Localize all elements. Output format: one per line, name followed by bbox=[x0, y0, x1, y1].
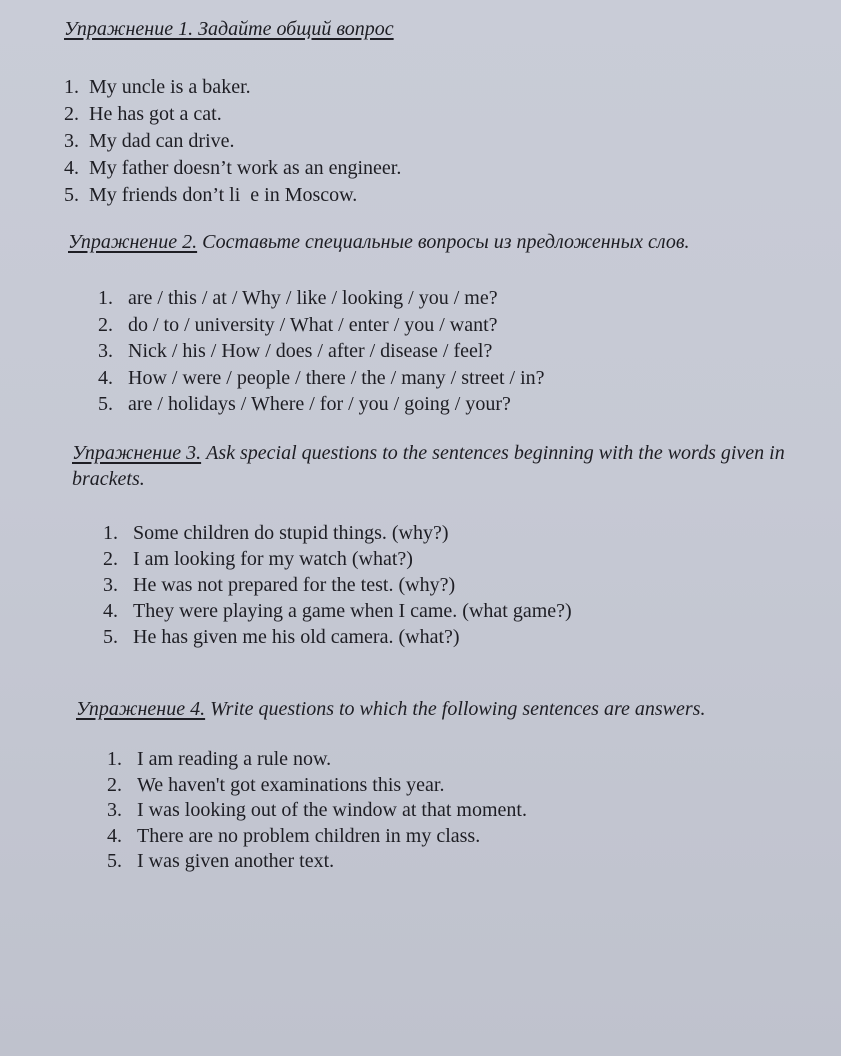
list-item bbox=[103, 598, 817, 624]
item-text: He has given me his old camera. (what?) bbox=[133, 626, 460, 648]
item-text: There are no problem children in my class. bbox=[137, 824, 481, 847]
exercise-3-title: Упражнение 3. bbox=[72, 442, 202, 464]
item-text: We haven't got examinations this year. bbox=[137, 773, 445, 796]
list-item bbox=[98, 312, 690, 339]
exercise-2-task: Составьте специальные вопросы из предложенных слов. bbox=[197, 231, 690, 253]
item-text: I am looking for my watch (what?) bbox=[133, 548, 413, 570]
exercise-3-task: Ask special questions to the sentences beginning with the words given in brackets. bbox=[72, 442, 785, 490]
exercise-1-list bbox=[64, 74, 401, 209]
exercise-3 bbox=[72, 440, 817, 650]
item-number: 1. bbox=[103, 522, 118, 544]
item-text: He has got a cat. bbox=[89, 103, 222, 125]
exercise-4-list bbox=[76, 747, 705, 875]
list-item bbox=[98, 285, 690, 312]
item-number: 4. bbox=[64, 157, 79, 179]
item-number: 5. bbox=[98, 393, 113, 415]
item-number: 4. bbox=[98, 366, 113, 389]
exercise-1-title: Упражнение 1. Задайте общий вопрос bbox=[64, 18, 394, 40]
item-text: They were playing a game when I came. (what game?) bbox=[133, 600, 572, 622]
item-number: 3. bbox=[103, 574, 118, 596]
exercise-2-title: Упражнение 2. bbox=[68, 231, 198, 253]
item-text: Some children do stupid things. (why?) bbox=[133, 522, 449, 544]
exercise-4 bbox=[76, 696, 705, 875]
exercise-4-task: Write questions to which the following sentences are answers. bbox=[205, 698, 706, 720]
item-text: My dad can drive. bbox=[89, 130, 235, 152]
exercise-3-list bbox=[72, 520, 817, 650]
exercise-2-heading bbox=[68, 229, 690, 256]
item-text: I was looking out of the window at that moment. bbox=[137, 799, 527, 821]
item-number: 1. bbox=[64, 76, 79, 98]
item-number: 2. bbox=[107, 773, 122, 796]
list-item bbox=[64, 155, 401, 182]
list-item bbox=[107, 798, 705, 824]
exercise-4-heading bbox=[76, 696, 705, 723]
list-item bbox=[64, 128, 401, 155]
list-item bbox=[107, 773, 705, 799]
exercise-3-heading bbox=[72, 440, 817, 492]
item-number: 3. bbox=[107, 799, 122, 821]
list-item bbox=[103, 520, 817, 546]
item-number: 5. bbox=[64, 184, 79, 206]
item-text: are / this / at / Why / like / looking / you / me? bbox=[128, 287, 498, 309]
item-text: I am reading a rule now. bbox=[137, 748, 332, 770]
list-item bbox=[64, 182, 401, 209]
exercise-4-title: Упражнение 4. bbox=[76, 698, 206, 720]
list-item bbox=[107, 824, 705, 850]
item-number: 5. bbox=[107, 850, 122, 872]
list-item bbox=[103, 572, 817, 598]
item-text: My father doesn’t work as an engineer. bbox=[89, 157, 402, 179]
item-text: He was not prepared for the test. (why?) bbox=[133, 574, 456, 596]
list-item bbox=[98, 391, 690, 418]
list-item bbox=[103, 624, 817, 650]
item-text: I was given another text. bbox=[137, 850, 335, 872]
item-text: My friends don’t li e in Moscow. bbox=[89, 184, 358, 206]
item-number: 1. bbox=[107, 748, 122, 770]
list-item bbox=[107, 747, 705, 773]
item-number: 4. bbox=[103, 600, 118, 622]
item-number: 4. bbox=[107, 824, 122, 847]
item-text: do / to / university / What / enter / you / want? bbox=[128, 313, 498, 336]
item-number: 2. bbox=[98, 313, 113, 336]
item-text: My uncle is a baker. bbox=[89, 76, 251, 98]
item-number: 3. bbox=[98, 340, 113, 362]
item-text: are / holidays / Where / for / you / going / your? bbox=[128, 393, 511, 415]
list-item bbox=[103, 546, 817, 572]
exercise-1-heading bbox=[64, 16, 401, 43]
exercise-2-list bbox=[68, 285, 690, 418]
exercise-1 bbox=[64, 16, 401, 209]
item-number: 2. bbox=[64, 103, 79, 125]
list-item bbox=[98, 365, 690, 392]
item-number: 3. bbox=[64, 130, 79, 152]
item-number: 1. bbox=[98, 287, 113, 309]
list-item bbox=[98, 338, 690, 365]
item-text: How / were / people / there / the / many / street / in? bbox=[128, 366, 545, 389]
list-item bbox=[64, 101, 401, 128]
item-number: 5. bbox=[103, 626, 118, 648]
list-item bbox=[107, 849, 705, 875]
item-number: 2. bbox=[103, 548, 118, 570]
exercise-2 bbox=[68, 229, 690, 418]
item-text: Nick / his / How / does / after / disease / feel? bbox=[128, 340, 493, 362]
list-item bbox=[64, 74, 401, 101]
